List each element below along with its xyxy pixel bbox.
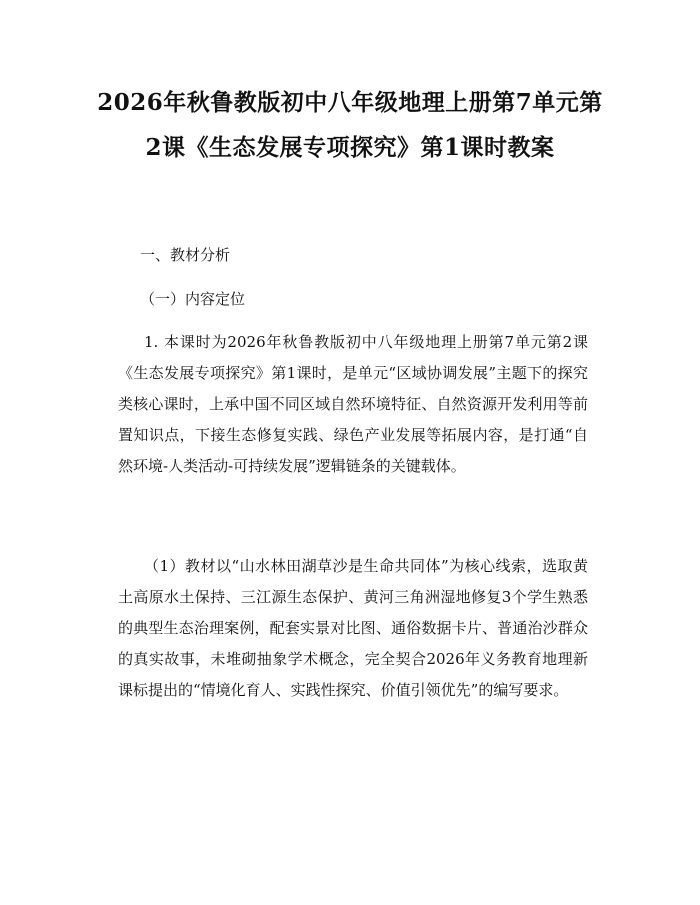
paragraph-content-position: 1. 本课时为2026年秋鲁教版初中八年级地理上册第7单元第2课《生态发展专项探究》第1课时，是单元“区域协调发展”主题下的探究类核心课时，上承中国不同区域自然环境特征、自然资源开发利用等前置知识点，下接生态修复实践、绿色产业发展等拓展内容，是打通“自然环境-人类活动-可持续发展”逻辑链条的关键载体。 [118,333,588,475]
document-title: 2026年秋鲁教版初中八年级地理上册第7单元第2课《生态发展专项探究》第1课时教案 [97,89,603,161]
section-heading: 一、教材分析 [140,246,231,264]
subsection-heading: （一）内容定位 [140,290,246,308]
paragraph-textbook-clue: （1）教材以“山水林田湖草沙是生命共同体”为核心线索，选取黄土高原水土保持、三江源生态保护、黄河三角洲湿地修复3个学生熟悉的典型生态治理案例，配套实景对比图、通俗数据卡片、普通治沙群众的真实故事，未堆砌抽象学术概念，完全契合2026年义务教育地理新课标提出的“情境化育人、实践性探究、价值引领优先”的编写要求。 [118,557,588,699]
